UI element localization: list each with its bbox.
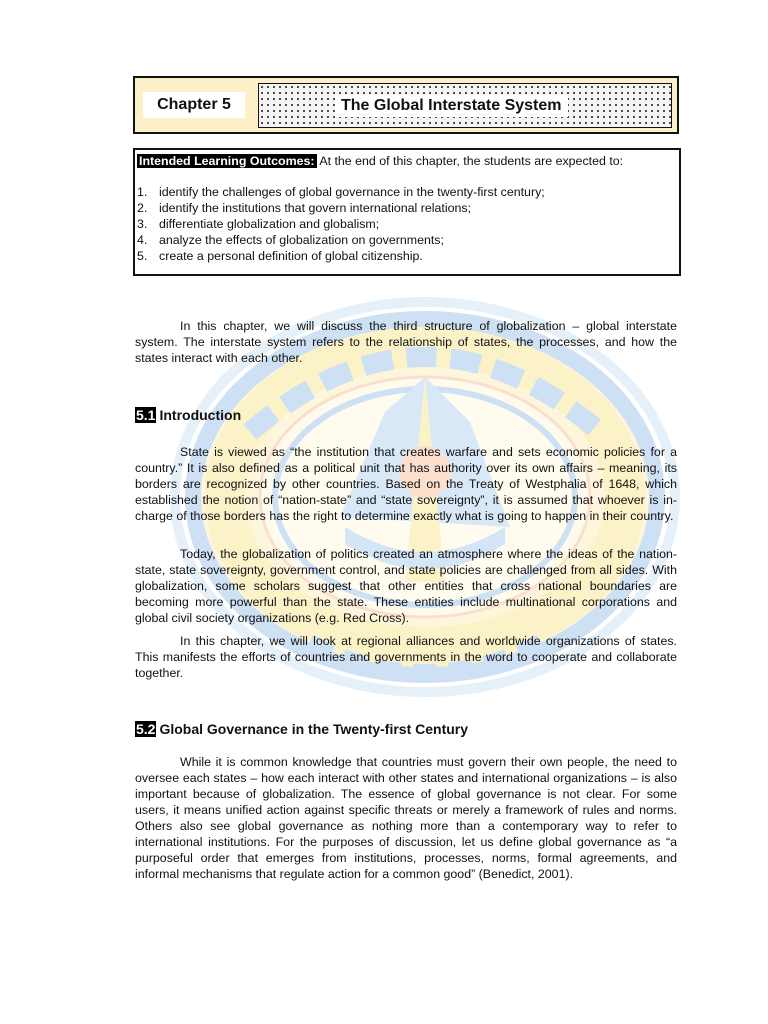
section-heading-global-governance — [135, 720, 468, 738]
chapter-header — [133, 76, 679, 134]
outcome-number: 5. — [137, 249, 148, 263]
outcome-item — [137, 232, 679, 248]
outcome-number: 3. — [137, 217, 148, 231]
outcome-text: identify the institutions that govern international relations; — [159, 201, 472, 215]
outcome-item — [137, 216, 679, 232]
outcome-text: differentiate globalization and globalism; — [159, 217, 380, 231]
learning-outcomes-intro: At the end of this chapter, the students are expected to: — [316, 154, 624, 168]
section-number: 5.1 — [136, 407, 156, 423]
outcome-text: identify the challenges of global governance in the twenty-first century; — [159, 185, 545, 199]
section-title: Global Governance in the Twenty-first Century — [159, 721, 469, 737]
outcome-number: 2. — [137, 201, 148, 215]
outcome-text: create a personal definition of global citizenship. — [159, 249, 423, 263]
learning-outcomes-label: Intended Learning Outcomes: — [139, 154, 315, 168]
section-heading-introduction — [135, 406, 241, 424]
section-number: 5.2 — [136, 721, 156, 737]
outcome-item — [137, 200, 679, 216]
introduction-paragraph: In this chapter, we will look at regional alliances and worldwide organizations of states. This manifests the efforts of countries and governments in the word to cooperate and collaborate together. — [135, 634, 677, 680]
outcome-text: analyze the effects of globalization on governments; — [159, 233, 444, 247]
learning-outcomes-box — [133, 148, 681, 276]
outcome-number: 1. — [137, 185, 148, 199]
outcome-item — [137, 184, 679, 200]
chapter-label: Chapter 5 — [143, 92, 245, 118]
introduction-paragraph: Today, the globalization of politics created an atmosphere where the ideas of the nation-state, state sovereignty, government control, and state policies are challenged from all sides. With globalization, some scholars suggest that other entities that cross national boundaries are becoming more powerful than the state. These entities include multinational corporations and global civil society organizations (e.g. Red Cross). — [135, 547, 677, 625]
intro-paragraph: In this chapter, we will discuss the third structure of globalization – global interstate system. The interstate system refers to the relationship of states, the processes, and how the states interact with each other. — [135, 319, 677, 365]
learning-outcomes-header — [137, 152, 679, 170]
introduction-paragraph: State is viewed as “the institution that creates warfare and sets economic policies for a country.” It is also defined as a political unit that has authority over its own affairs – meaning, its borders are recognized by other countries. Based on the Treaty of Westphalia of 1648, which established the notion of “nation-state” and “state sovereignty”, it is assumed that whoever is in-charge of those borders has the right to determine exactly what is going to happen in their country. — [135, 445, 677, 523]
global-governance-paragraph: While it is common knowledge that countries must govern their own people, the need to oversee each states – how each interact with other states and international organizations – is also important because of globalization. The essence of global governance is not clear. For some users, it means unified action against specific threats or merely a framework of rules and norms. Others also see global governance as nothing more than a contemporary way to refer to international institutions. For the purposes of discussion, let us define global governance as “a purposeful order that emerges from institutions, processes, norms, formal agreements, and informal mechanisms that regulate action for a common good” (Benedict, 2001). — [135, 755, 677, 881]
outcome-item — [137, 248, 679, 264]
learning-outcomes-list — [137, 184, 679, 264]
outcome-number: 4. — [137, 233, 148, 247]
chapter-title-box — [258, 83, 672, 128]
chapter-title: The Global Interstate System — [335, 95, 568, 117]
section-title: Introduction — [159, 407, 242, 423]
